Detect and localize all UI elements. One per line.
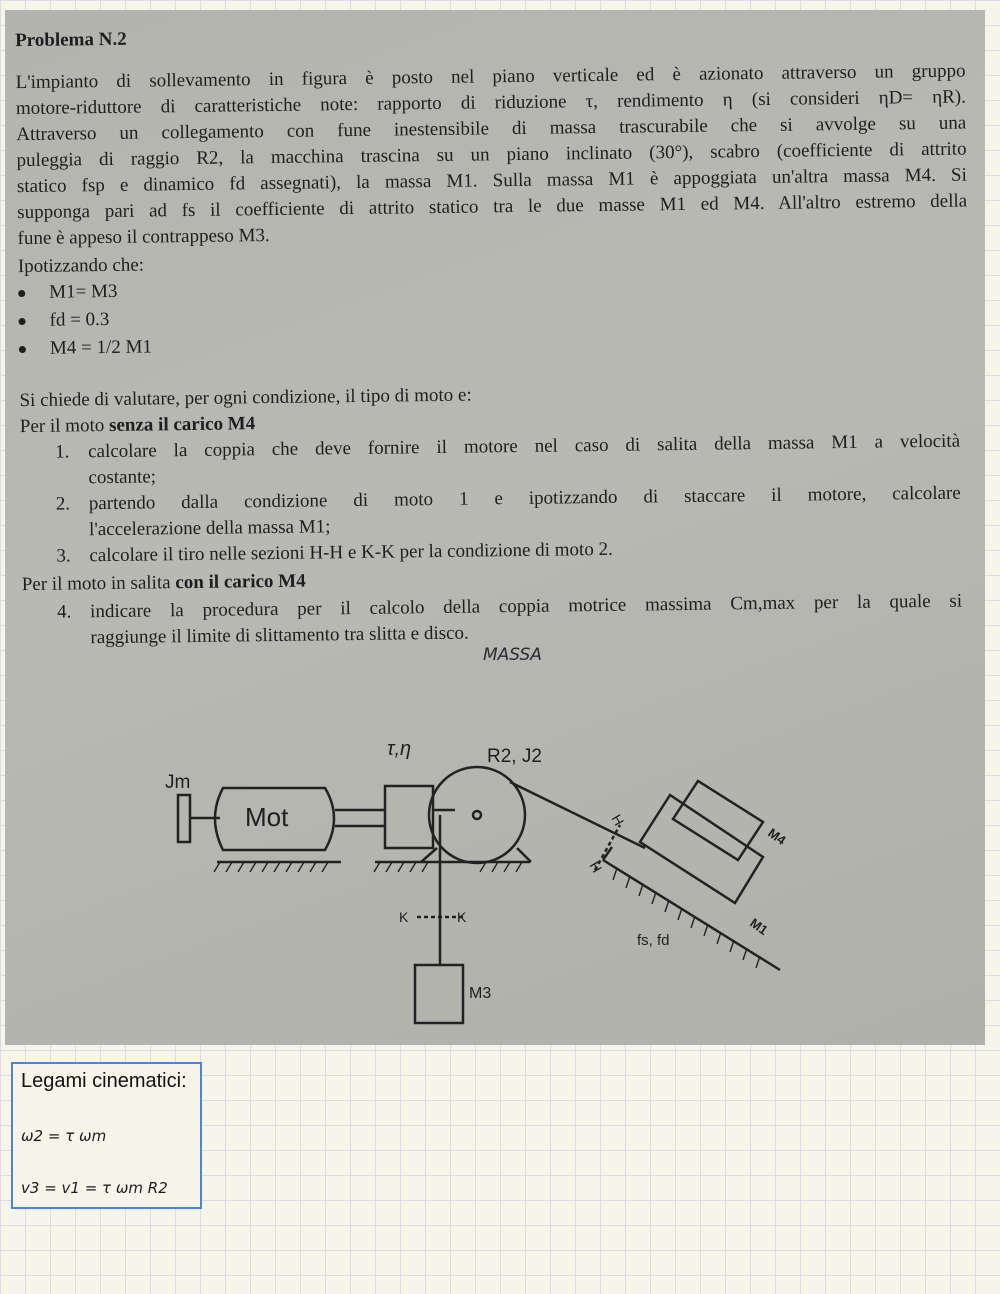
omega-relation: ω2 = τ ωm <box>21 1127 107 1145</box>
paragraph-last-line: fune è appeso il contrappeso M3. <box>17 225 270 250</box>
paragraph-line: Attraverso un collegamento con fune inestensibile di massa trascurabile che si avvolge su una <box>16 112 967 146</box>
m3-label: M3 <box>469 985 492 1002</box>
paragraph-line: motore-riduttore di caratteristiche note: rapporto di riduzione τ, rendimento η (si consideri ηD= ηR). <box>15 86 967 120</box>
bullet-item: fd = 0.3 <box>18 309 109 332</box>
h-label-top: H <box>608 811 628 829</box>
handwritten-massa-note: MASSA <box>483 645 542 665</box>
paragraph-line: puleggia di raggio R2, la macchina trascina su un piano inclinato (30°), scabro (coefficiente di attrito <box>16 138 967 172</box>
kinematic-relations-note <box>11 1062 202 1209</box>
section-with-load: Per il moto in salita con il carico M4 <box>21 570 306 596</box>
problem-photo <box>5 10 985 1045</box>
m4-label: M4 <box>765 825 789 848</box>
section-without-load: Per il moto senza il carico M4 <box>19 413 256 438</box>
bullet-item: M4 = 1/2 M1 <box>19 336 152 360</box>
question-intro: Si chiede di valutare, per ogni condizione, il tipo di moto e: <box>19 384 472 412</box>
motor-inertia-flange <box>178 795 190 842</box>
question-item: 1. calcolare la coppia che deve fornire il motore nel caso di salita della massa M1 a velocità costante; <box>55 430 961 489</box>
problem-title: Problema N.2 <box>15 28 127 52</box>
paragraph-line: L'impianto di sollevamento in figura è posto nel piano verticale ed è azionato attraverso un gruppo <box>15 60 966 94</box>
notes-title: Legami cinematici: <box>21 1070 187 1092</box>
question-item: 3. calcolare il tiro nelle sezioni H-H e K-K per la condizione di moto 2. <box>56 538 613 567</box>
reducer-box <box>385 786 433 848</box>
velocity-relation: v3 = v1 = τ ωm R2 <box>21 1179 168 1197</box>
friction-label: fs, fd <box>637 932 670 949</box>
k-label-right: K <box>457 909 467 925</box>
paragraph-line: statico fsp e dinamico fd assegnati), la massa M1. Sulla massa M1 è appoggiata un'altra massa M4. Si <box>16 164 967 198</box>
tau-eta-label: τ,η <box>387 738 412 760</box>
r2-j2-label: R2, J2 <box>487 746 542 767</box>
paragraph-line: supponga pari ad fs il coefficiente di attrito statico tra le due masse M1 ed M4. All'altro estremo della <box>17 190 968 224</box>
hoist-diagram <box>5 10 985 1045</box>
motor-label: Mot <box>245 802 289 832</box>
m1-label: M1 <box>747 915 771 938</box>
jm-label: Jm <box>165 772 191 793</box>
k-label-left: K <box>399 909 409 925</box>
question-item: 2. partendo dalla condizione di moto 1 e ipotizzando di staccare il motore, calcolare l'accelerazione della massa M1; <box>55 482 961 541</box>
hypothesis-intro: Ipotizzando che: <box>17 254 145 278</box>
counterweight-m3 <box>415 965 463 1023</box>
h-label-bottom: H <box>586 858 606 876</box>
question-item: 4. indicare la procedura per il calcolo della coppia motrice massima Cm,max per la quale si raggiunge il limite di slittamento tra slitta e disco. <box>56 590 963 649</box>
bullet-item: M1= M3 <box>18 281 118 304</box>
